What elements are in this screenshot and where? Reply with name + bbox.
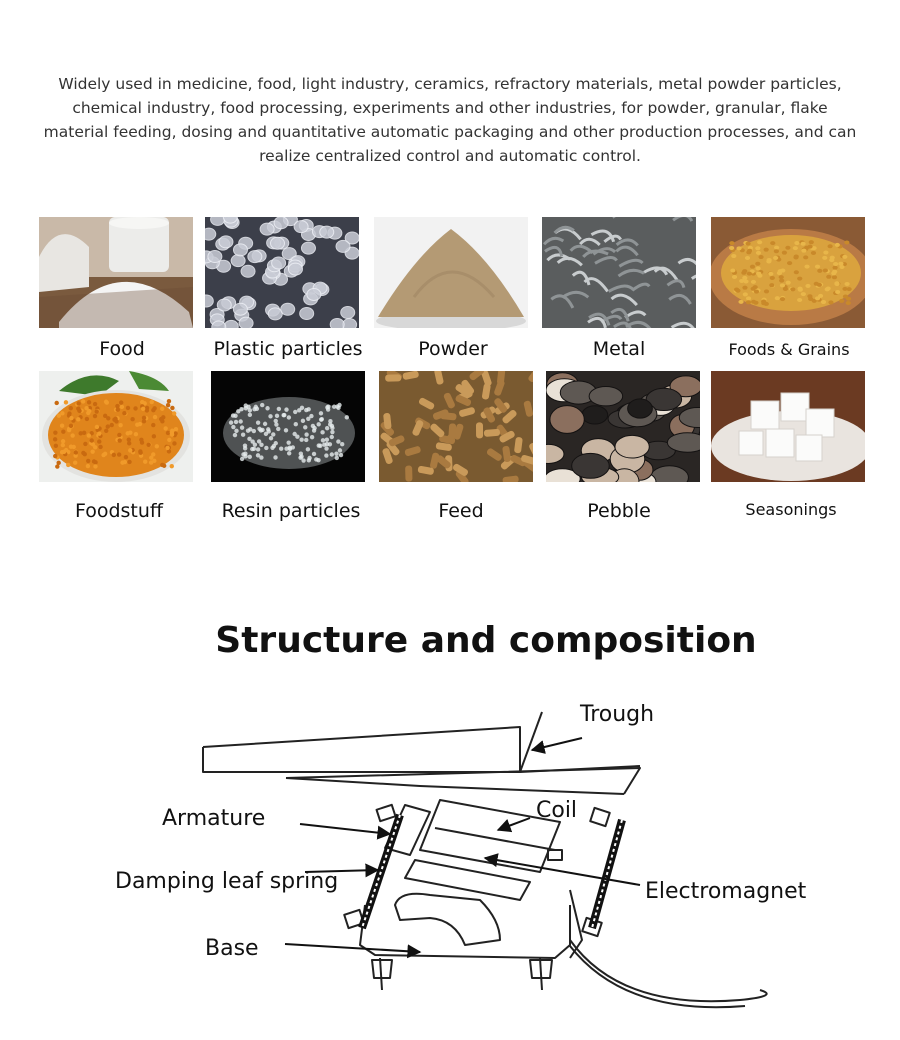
lentil-dish-photo — [39, 371, 193, 482]
grain-bowl-photo — [711, 217, 865, 328]
metal-shavings-photo — [542, 217, 696, 328]
sugar-cubes-photo — [711, 371, 865, 482]
feeder-structure-diagram — [100, 690, 860, 1030]
armature-label: Armature — [162, 806, 266, 831]
material-label: Metal — [592, 338, 646, 360]
powder-pile-photo — [374, 217, 528, 328]
coil-label: Coil — [536, 798, 578, 823]
intro-paragraph: Widely used in medicine, food, light industry, ceramics, refractory materials, metal powder particles, chemical industry, food processing, experiments and other industries, for powder, granular, flake material feeding, dosing and quantitative automatic packaging and other production processes, and can realize centralized control and automatic control. — [43, 75, 857, 165]
material-label: Feed — [438, 500, 484, 522]
electromagnet-label: Electromagnet — [645, 879, 807, 904]
trough-label: Trough — [580, 702, 655, 727]
material-label: Foodstuff — [74, 500, 164, 522]
pebbles-photo — [546, 371, 700, 482]
material-label: Resin particles — [221, 500, 361, 522]
base-label: Base — [205, 936, 259, 961]
material-label: Foods & Grains — [728, 340, 850, 359]
resin-granules-photo — [211, 371, 365, 482]
feed-pellets-photo — [379, 371, 533, 482]
section-title: Structure and composition — [215, 620, 757, 661]
material-label: Food — [99, 338, 145, 360]
material-label: Pebble — [587, 500, 651, 522]
material-label: Plastic particles — [213, 338, 363, 360]
material-label: Powder — [418, 338, 488, 360]
salt-pile-photo — [39, 217, 193, 328]
damping-leaf-spring-label: Damping leaf spring — [115, 869, 339, 894]
plastic-pellets-photo — [205, 217, 359, 328]
material-label: Seasonings — [745, 500, 837, 519]
